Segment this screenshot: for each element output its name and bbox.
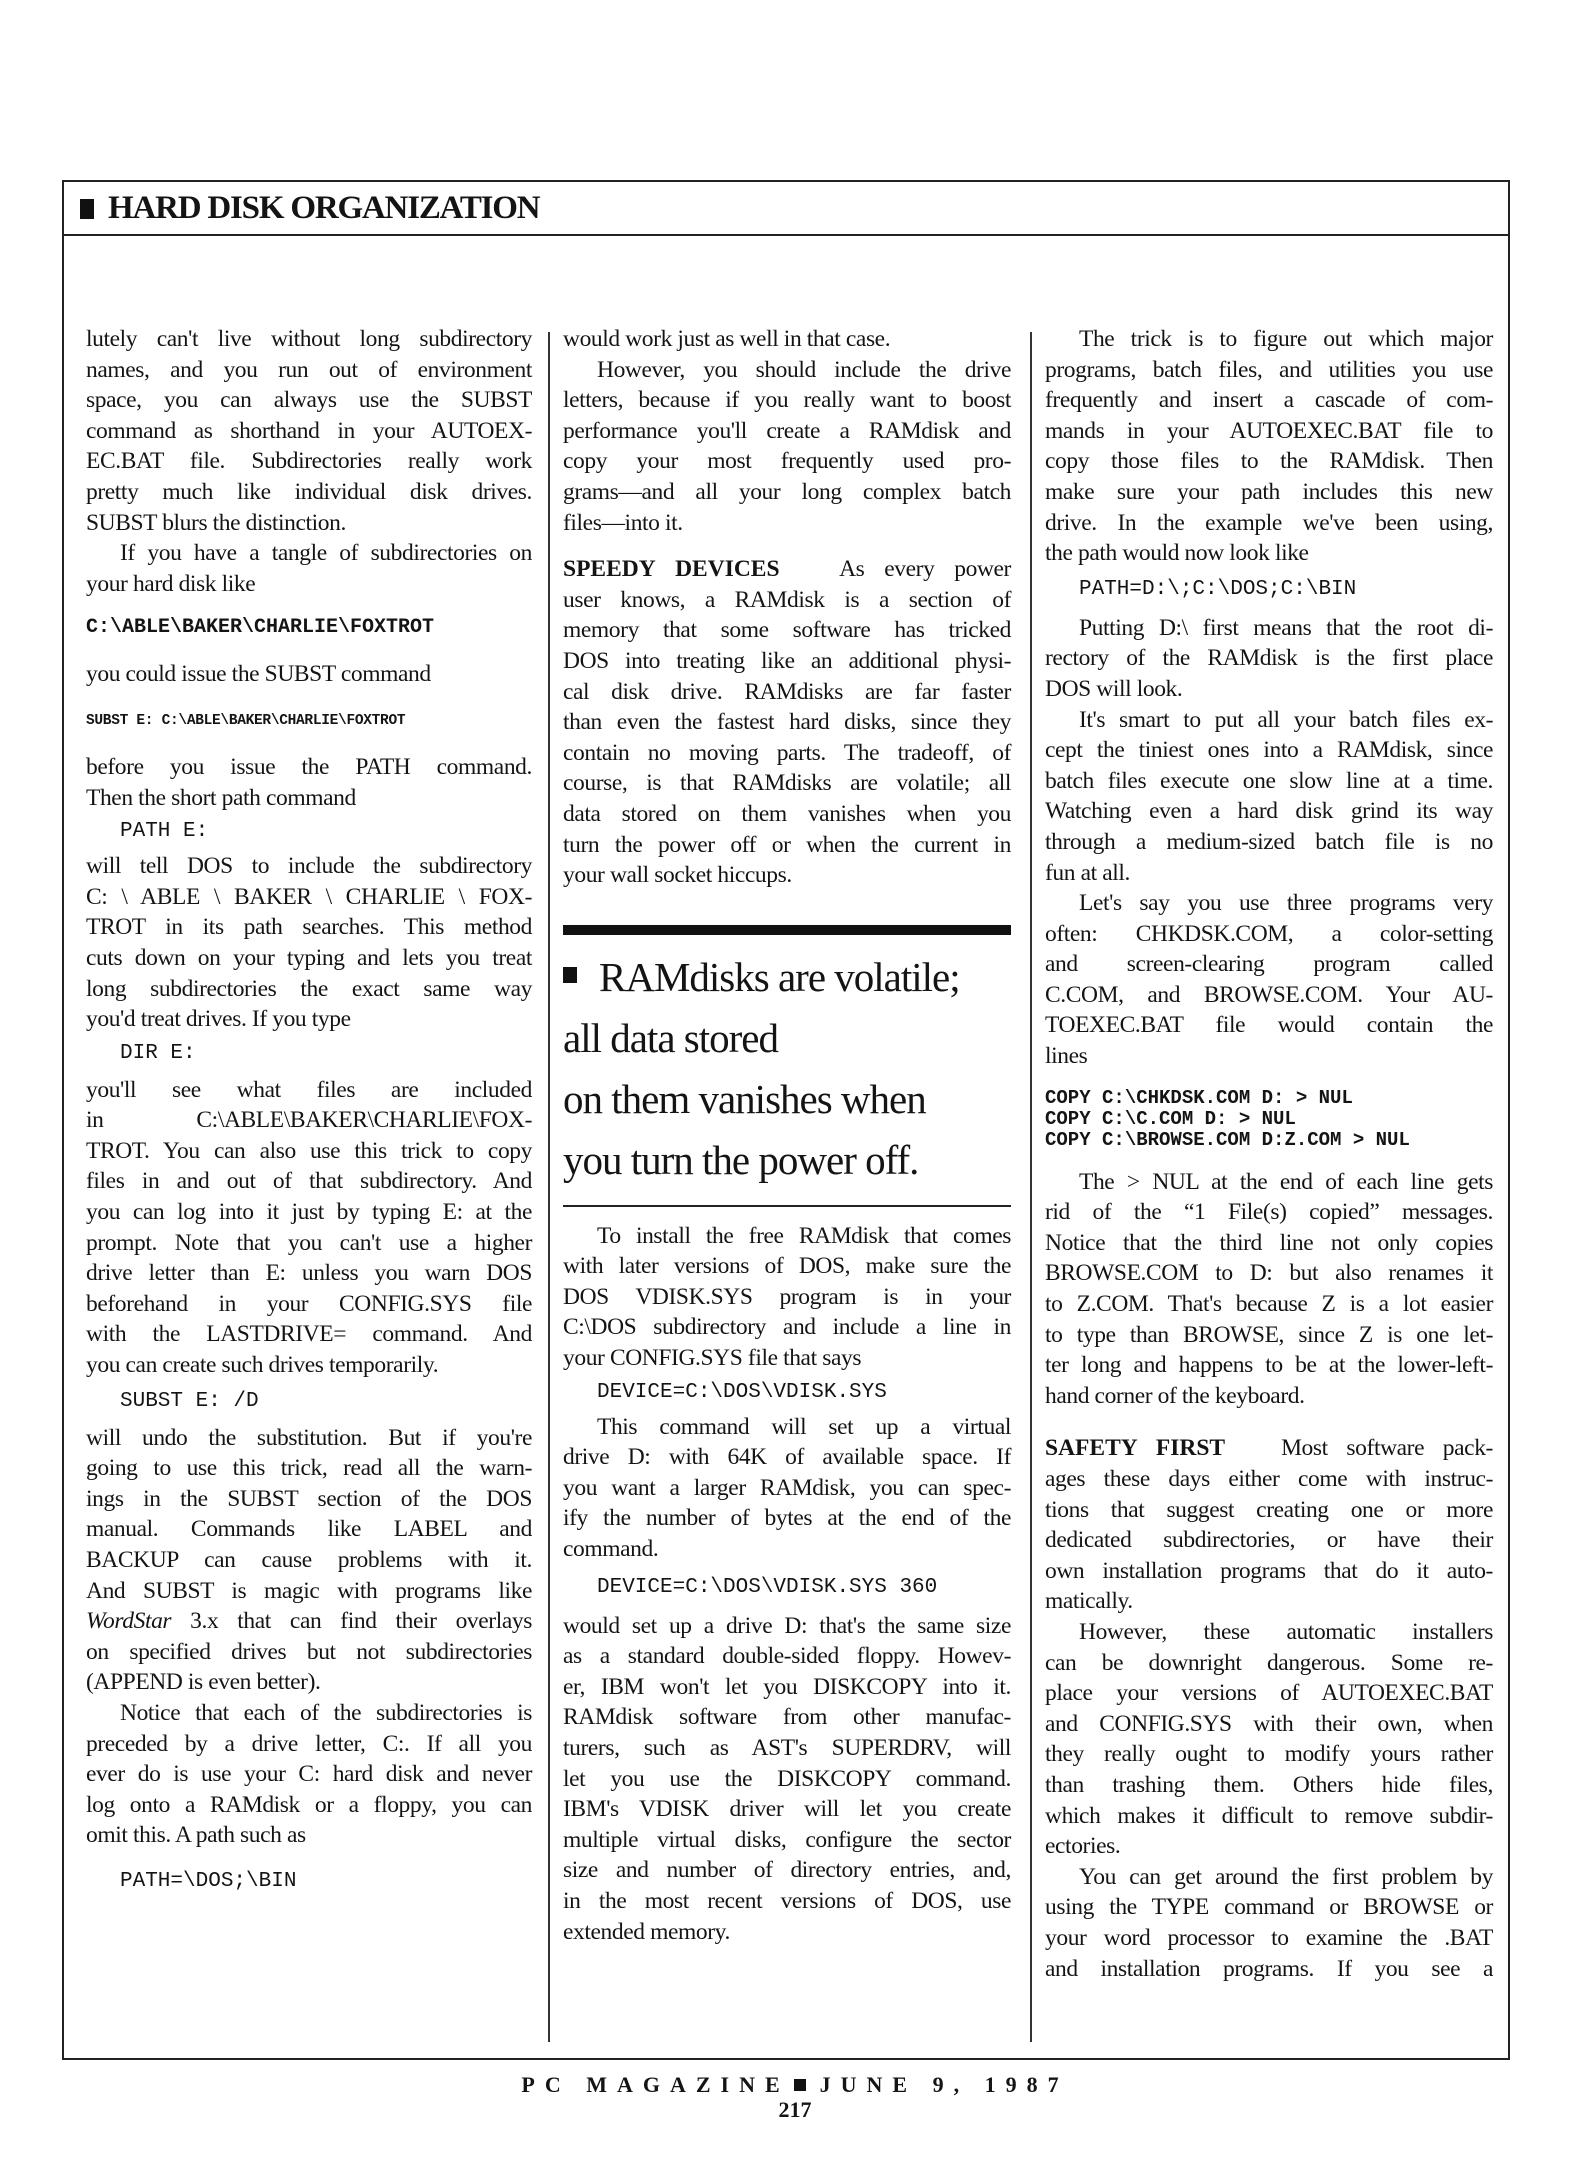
line-text: Most software pack- [1281,1435,1493,1462]
pullquote-line: all data stored [563,1014,778,1061]
paragraph [563,355,1011,539]
paragraph-line: mands in your AUTOEXEC.BAT file to [1045,417,1493,444]
paragraph-line: EC.BAT file. Subdirectories really work [86,448,532,475]
paragraph-line: course, is that RAMdisks are volatile; all [563,770,1011,797]
paragraph-line: turn the power off or when the current in [563,831,1011,858]
article-frame [62,180,1510,2060]
paragraph-line: in the most recent versions of DOS, use [563,1887,1011,1914]
paragraph-line: to Z.COM. That's because Z is a lot easier [1045,1291,1493,1318]
paragraph [86,1075,532,1381]
paragraph-line: on specified drives but not subdirectories [86,1638,532,1665]
paragraph-line: copy those files to the RAMdisk. Then [1045,448,1493,475]
paragraph-line: and installation programs. If you see a [1045,1955,1493,1982]
paragraph-line: would work just as well in that case. [563,326,891,352]
line-text: As every power [839,556,1011,583]
paragraph-line: Notice that each of the subdirectories is [120,1699,532,1726]
paragraph-line: they really ought to modify yours rather [1045,1741,1493,1768]
paragraph-line: letters, because if you really want to boost [563,387,1011,414]
code-line: SUBST E: C:\ABLE\BAKER\CHARLIE\FOXTROT [86,712,406,729]
code-line: DIR E: [120,1041,196,1065]
paragraph-line: will tell DOS to include the subdirectory [86,853,532,880]
paragraph-line: Then the short path command [86,784,356,811]
paragraph-line: ever do is use your C: hard disk and never [86,1761,532,1788]
pullquote-rule-top [563,925,1011,935]
paragraph-line: long subdirectories the exact same way [86,975,532,1002]
column-3 [1045,324,1493,1984]
magazine-name: PC MAGAZINE [521,2072,790,2097]
paragraph-line: would set up a drive D: that's the same size [563,1612,1011,1639]
paragraph-line: you'll see what files are included [86,1076,532,1103]
paragraph-line: place your versions of AUTOEXEC.BAT [1045,1680,1493,1707]
paragraph-line: make sure your path includes this new [1045,478,1493,505]
code-line: DEVICE=C:\DOS\VDISK.SYS [597,1380,887,1404]
paragraph-line: the path would now look like [1045,540,1309,567]
paragraph-line: lutely can't live without long subdirectory [86,326,532,352]
paragraph-line: ify the number of bytes at the end of the [563,1505,1011,1532]
paragraph [1045,705,1493,889]
paragraph-line: through a medium-sized batch file is no [1045,828,1493,855]
paragraph-line: hand corner of the keyboard. [1045,1382,1305,1409]
paragraph-line: The trick is to figure out which major [1079,326,1493,352]
paragraph-line: DOS into treating like an additional physi- [563,647,1011,674]
bullet-square-icon [80,199,94,219]
paragraph [86,324,532,538]
paragraph-line: BROWSE.COM to D: but also renames it [1045,1260,1493,1287]
paragraph-line: to type than BROWSE, since Z is one let- [1045,1321,1493,1348]
italic-title: WordStar [86,1608,172,1635]
paragraph-line: going to use this trick, read all the warn- [86,1455,532,1482]
paragraph-line: C.COM, and BROWSE.COM. Your AU- [1045,981,1493,1008]
paragraph-line: your hard disk like [86,570,256,597]
paragraph-line: you can create such drives temporarily. [86,1352,439,1379]
code-line: COPY C:\C.COM D: > NUL [1045,1107,1296,1130]
paragraph-line: batch files execute one slow line at a time. [1045,767,1493,794]
paragraph-line: will undo the substitution. But if you're [86,1424,532,1451]
paragraph-line: SUBST blurs the distinction. [86,509,346,536]
paragraph-line: using the TYPE command or BROWSE or [1045,1894,1493,1921]
paragraph-line: you'd treat drives. If you type [86,1006,351,1033]
paragraph-line: And SUBST is magic with programs like [86,1577,532,1604]
paragraph-line: and CONFIG.SYS with their own, when [1045,1710,1493,1737]
paragraph [563,324,1011,355]
paragraph-line: drive letter than E: unless you warn DOS [86,1260,532,1287]
paragraph-line: you could issue the SUBST command [86,661,431,688]
paragraph [563,1611,1011,1948]
code-line: SUBST E: /D [120,1389,259,1413]
paragraph-line: ectories. [1045,1833,1121,1860]
paragraph [1045,1862,1493,1984]
paragraph-line: your CONFIG.SYS file that says [563,1345,862,1372]
paragraph-line: space, you can always use the SUBST [86,387,532,414]
pullquote-line: you turn the power off. [563,1136,919,1183]
code-line: DEVICE=C:\DOS\VDISK.SYS 360 [597,1575,938,1599]
paragraph-line: RAMdisk software from other manufac- [563,1704,1011,1731]
paragraph-line: rectory of the RAMdisk is the first place [1045,645,1493,672]
paragraph-line: cept the tiniest ones into a RAMdisk, since [1045,737,1493,764]
column-divider [1030,332,1032,2042]
code-block [1045,1088,1493,1151]
paragraph-line: To install the free RAMdisk that comes [597,1222,1011,1249]
paragraph-line: fun at all. [1045,859,1130,886]
paragraph [563,1221,1011,1374]
paragraph [86,659,532,690]
paragraph-line: If you have a tangle of subdirectories on [120,540,532,567]
paragraph-line: er, IBM won't let you DISKCOPY into it. [563,1673,1011,1700]
paragraph-line: DOS will look. [1045,675,1183,702]
paragraph-line: your wall socket hiccups. [563,862,792,889]
paragraph-line: drive D: with 64K of available space. If [563,1444,1011,1471]
subhead-speedy-devices: SPEEDY DEVICES [563,556,780,583]
paragraph [86,851,532,1035]
paragraph-line: pretty much like individual disk drives. [86,478,532,505]
paragraph-line: Putting D:\ first means that the root di- [1079,614,1493,641]
line-text: RAMdisks are volatile; [599,953,960,1000]
paragraph [86,752,532,813]
paragraph-line: user knows, a RAMdisk is a section of [563,586,1011,613]
paragraph-line: multiple virtual disks, configure the sector [563,1826,1011,1853]
paragraph [1045,613,1493,705]
paragraph-line: prompt. Note that you can't use a higher [86,1229,532,1256]
pullquote-line [563,947,1011,1008]
paragraph-line: The > NUL at the end of each line gets [1079,1168,1493,1195]
bullet-square-icon [794,2079,806,2091]
paragraph-line: beforehand in your CONFIG.SYS file [86,1290,532,1317]
paragraph-line: However, you should include the drive [597,356,1011,383]
paragraph-line: cuts down on your typing and lets you treat [86,944,532,971]
column-divider [548,332,550,2042]
paragraph-line: files in and out of that subdirectory. And [86,1168,532,1195]
paragraph-line: C: \ ABLE \ BAKER \ CHARLIE \ FOX- [86,883,532,910]
paragraph-line: which makes it difficult to remove subdir- [1045,1802,1493,1829]
paragraph-line: This command will set up a virtual [597,1413,1011,1440]
paragraph-line: DOS VDISK.SYS program is in your [563,1283,1011,1310]
paragraph [86,1637,532,1698]
paragraph-line: than even the fastest hard disks, since they [563,709,1011,736]
paragraph-line: command as shorthand in your AUTOEX- [86,417,532,444]
paragraph-line: your word processor to examine the .BAT [1045,1924,1493,1951]
paragraph-line: command. [563,1536,659,1563]
paragraph-line: TROT. You can also use this trick to copy [86,1137,532,1164]
code-line: COPY C:\BROWSE.COM D:Z.COM > NUL [1045,1128,1410,1151]
code-line: C:\ABLE\BAKER\CHARLIE\FOXTROT [86,616,435,640]
paragraph [86,538,532,599]
paragraph-line: Watching even a hard disk grind its way [1045,798,1493,825]
bullet-square-icon [563,967,577,983]
paragraph-line: TROT in its path searches. This method [86,914,532,941]
column-1 [86,324,532,1897]
subhead-line [563,554,1011,585]
paragraph-line: IBM's VDISK driver will let you create [563,1796,1011,1823]
paragraph [563,585,1011,891]
paragraph-line: However, these automatic installers [1079,1618,1493,1645]
paragraph-line: performance you'll create a RAMdisk and [563,417,1011,444]
paragraph-line: with later versions of DOS, make sure the [563,1253,1011,1280]
paragraph-line: you want a larger RAMdisk, you can spec- [563,1474,1011,1501]
paragraph-line: frequently and insert a cascade of com- [1045,387,1493,414]
issue-date: JUNE 9, 1987 [819,2072,1069,2097]
paragraph-line: lines [1045,1043,1088,1070]
paragraph-line: copy your most frequently used pro- [563,448,1011,475]
paragraph-line: than trashing them. Others hide files, [1045,1771,1493,1798]
paragraph-line: log onto a RAMdisk or a floppy, you can [86,1791,532,1818]
paragraph-line: programs, batch files, and utilities you use [1045,356,1493,383]
paragraph [1045,1167,1493,1412]
paragraph-line: matically. [1045,1588,1133,1615]
paragraph-line: before you issue the PATH command. [86,753,532,780]
paragraph [1045,324,1493,569]
paragraph-line: in C:\ABLE\BAKER\CHARLIE\FOX- [86,1107,532,1134]
paragraph-line: memory that some software has tricked [563,617,1011,644]
paragraph-line: own installation programs that do it auto- [1045,1557,1493,1584]
paragraph-line: manual. Commands like LABEL and [86,1516,532,1543]
paragraph-line: and screen-clearing program called [1045,951,1493,978]
paragraph-line: Let's say you use three programs very [1079,890,1493,917]
paragraph [1045,888,1493,1072]
paragraph-line: (APPEND is even better). [86,1669,321,1696]
paragraph-line: C:\DOS subdirectory and include a line in [563,1314,1011,1341]
footer-masthead [0,2072,1590,2098]
paragraph-line: It's smart to put all your batch files ex- [1079,706,1493,733]
paragraph [1045,1464,1493,1617]
code-line: PATH=\DOS;\BIN [120,1869,297,1893]
paragraph-line: names, and you run out of environment [86,356,532,383]
paragraph-line: drive. In the example we've been using, [1045,509,1493,536]
paragraph-line: omit this. A path such as [86,1822,306,1849]
paragraph-line: ages these days either come with instruc- [1045,1466,1493,1492]
paragraph [1045,1617,1493,1862]
paragraph-line: can be downright dangerous. Some re- [1045,1649,1493,1676]
paragraph-line: turers, such as AST's SUPERDRV, will [563,1735,1011,1761]
paragraph-line: preceded by a drive letter, C:. If all you [86,1730,532,1757]
paragraph [86,1698,532,1851]
subhead-safety-first: SAFETY FIRST [1045,1435,1226,1462]
paragraph-line: tions that suggest creating one or more [1045,1496,1493,1523]
pullquote [563,935,1011,1205]
paragraph-line: contain no moving parts. The tradeoff, of [563,739,1011,766]
paragraph-line: with the LASTDRIVE= command. And [86,1321,532,1348]
paragraph-line: size and number of directory entries, and, [563,1857,1011,1884]
paragraph-line: rid of the “1 File(s) copied” messages. [1045,1199,1493,1226]
code-line: COPY C:\CHKDSK.COM D: > NUL [1045,1086,1353,1109]
paragraph-line: you can log into it just by typing E: at the [86,1199,532,1226]
paragraph-line: You can get around the first problem by [1079,1863,1493,1890]
subhead-line [1045,1433,1493,1464]
paragraph-line: ter long and happens to be at the lower-left- [1045,1352,1493,1379]
paragraph-line: grams—and all your long complex batch [563,478,1011,505]
paragraph-line: cal disk drive. RAMdisks are far faster [563,678,1011,705]
paragraph-line: files—into it. [563,509,683,536]
pullquote-line: on them vanishes when [563,1075,926,1122]
column-2 [563,324,1011,1947]
paragraph-line: TOEXEC.BAT file would contain the [1045,1012,1493,1039]
code-line: PATH E: [120,820,209,844]
paragraph-line: data stored on them vanishes when you [563,800,1011,827]
line-text: 3.x that can find their overlays [171,1608,532,1635]
paragraph-line: as a standard double-sided floppy. Howev- [563,1643,1011,1670]
paragraph-line: let you use the DISKCOPY command. [563,1765,1011,1792]
code-line: PATH=D:\;C:\DOS;C:\BIN [1079,577,1357,601]
paragraph [563,1412,1011,1565]
page-footer [0,2072,1590,2122]
page-number: 217 [778,2097,812,2122]
paragraph-line: dedicated subdirectories, or have their [1045,1527,1493,1554]
paragraph-line: often: CHKDSK.COM, a color-setting [1045,920,1493,947]
section-title: HARD DISK ORGANIZATION [108,190,540,226]
paragraph-line: ings in the SUBST section of the DOS [86,1485,532,1512]
paragraph-line: BACKUP can cause problems with it. [86,1547,532,1573]
paragraph-line: Notice that the third line not only copies [1045,1229,1493,1256]
paragraph-line: extended memory. [563,1918,730,1945]
section-header [64,182,1508,236]
paragraph [86,1423,532,1607]
paragraph-line [86,1606,532,1637]
